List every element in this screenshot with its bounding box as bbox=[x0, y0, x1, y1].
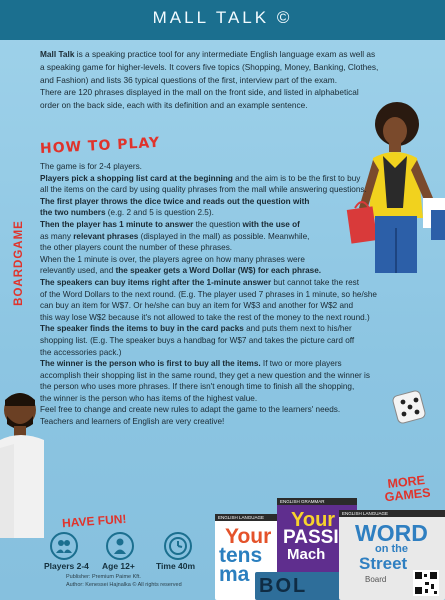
rule-line: relevantly used, and the speaker gets a Word Dollar (W$) for each phrase. bbox=[40, 266, 322, 276]
have-fun-text: HAVE FUN! bbox=[61, 511, 127, 531]
intro-text: a speaking game for higher-levels. It covers five topics (Shopping, Money, Banking, Clothes, bbox=[40, 61, 379, 72]
how-to-play-heading: HOW TO PLAY bbox=[39, 134, 161, 158]
qr-code-icon bbox=[413, 570, 439, 596]
rule-line: the other players count the number of these phrases. bbox=[40, 243, 233, 253]
product-title: tens bbox=[219, 544, 263, 567]
intro-text: order on the back side, each with its definition and an example sentence. bbox=[40, 100, 308, 111]
rule-line: Players pick a shopping list card at the beginning and the aim is to be the first to buy bbox=[40, 173, 361, 183]
rule-line: can buy an item for W$7. Or he/she can buy an item for W$3 and another for W$2 and bbox=[40, 301, 354, 311]
intro-text: is a speaking practice tool for any intermediate English language exam as well as bbox=[74, 49, 376, 59]
rule-line: this way lose W$2 because it's not allowed to take the rest of the money to the next round.) bbox=[40, 312, 370, 322]
product-title: PASSI bbox=[283, 527, 339, 548]
rule-line: When the 1 minute is over, the players agree on how many phrases were bbox=[40, 254, 305, 264]
game-name: Mall Talk bbox=[40, 49, 75, 59]
rule-line: The game is for 2-4 players. bbox=[40, 162, 142, 171]
rule-line: of the Word Dollars to the next round. (E.g. The player used 7 phrases in 1 minute, so he/she bbox=[40, 289, 377, 299]
product-tag: ENGLISH GRAMMAR bbox=[277, 498, 357, 505]
rule-line: The speakers can buy items right after the 1-minute answer but cannot take the rest bbox=[40, 277, 359, 287]
time-label: Time 40m bbox=[156, 561, 196, 571]
product-tag: ENGLISH LANGUAGE bbox=[215, 514, 295, 521]
man-illustration bbox=[0, 388, 44, 538]
rule-line: all the items on the card by using quality phrases from the mall while answering questions. bbox=[40, 185, 367, 195]
players-icon bbox=[50, 532, 78, 560]
product-title: Your bbox=[291, 509, 336, 531]
rule-line: The first player throws the dice twice and reads out the question with bbox=[40, 196, 310, 206]
age-label: Age 12+ bbox=[102, 561, 135, 571]
publisher-info bbox=[66, 574, 182, 589]
product-title: WORD bbox=[355, 520, 428, 546]
players-label: Players 2-4 bbox=[44, 561, 89, 571]
rule-line: Then the player has 1 minute to answer the question with the use of bbox=[40, 219, 300, 229]
intro-paragraph bbox=[40, 48, 425, 112]
publisher-line: Publisher: Premium Pa⁠ime Kft. bbox=[66, 574, 141, 580]
rule-line: The winner is the person who is first to buy all the items. If two or more players bbox=[40, 359, 342, 369]
author-line: Author: Kenesse⁠i Hajnalka © All rights reserved bbox=[66, 581, 182, 588]
boardgame-text: BOARDGAME bbox=[13, 220, 25, 306]
page-title: MALL TALK © bbox=[152, 8, 293, 27]
box-bottom-strip bbox=[255, 572, 345, 600]
product-title: Street bbox=[359, 554, 408, 573]
product-box-3 bbox=[339, 510, 445, 600]
rule-line: shopping list. (E.g. The speaker buys a handbag for W$7 and takes the picture card off bbox=[40, 335, 355, 345]
rule-line: as many relevant phrases (displayed in the mall) as possible. Meanwhile, bbox=[40, 231, 310, 241]
product-tag: ENGLISH LANGUAGE bbox=[339, 510, 445, 517]
rule-line: the person who uses more phrases. If there isn't enough time to finish all the shopping, bbox=[40, 382, 355, 392]
product-strip-text: BOL bbox=[259, 575, 308, 597]
more-games-boxes bbox=[215, 485, 445, 600]
rule-line: Teachers and learners of English are very creative! bbox=[40, 417, 225, 427]
rule-line: the two numbers (e.g. 2 and 5 is question 2.5). bbox=[40, 208, 214, 218]
product-title: Mach bbox=[287, 546, 326, 563]
rule-line: accomplish their shopping list in the same round, they get a new question and the winner is bbox=[40, 370, 370, 380]
product-title: Your bbox=[225, 525, 272, 548]
clock-icon bbox=[164, 532, 192, 560]
title-bar bbox=[0, 0, 445, 40]
more-games-line: GAMES bbox=[384, 485, 432, 505]
rules-text bbox=[40, 161, 390, 428]
product-title: on the bbox=[375, 543, 408, 555]
rule-line: the accessories pack.) bbox=[40, 347, 122, 357]
rule-line: the winner is the person who has items of the highest value. bbox=[40, 393, 258, 403]
more-games-line: MORE bbox=[386, 473, 426, 491]
age-icon bbox=[106, 532, 134, 560]
product-title: ma bbox=[219, 563, 250, 586]
intro-text: and Fashion) and lists 36 typical questions of the first, interview part of the exam. bbox=[40, 74, 337, 85]
rule-line: Feel free to change and create new rules to adapt the game to the learners' needs. bbox=[40, 405, 341, 415]
intro-text: There are 120 phrases displayed in the mall on the front side, and listed in alphabetical bbox=[40, 87, 359, 98]
rule-line: The speaker finds the items to buy in the card packs and puts them next to his/her bbox=[40, 324, 352, 334]
dice-icon bbox=[392, 388, 428, 424]
product-subtitle: Board bbox=[365, 575, 387, 584]
boardgame-side-label bbox=[10, 208, 28, 318]
